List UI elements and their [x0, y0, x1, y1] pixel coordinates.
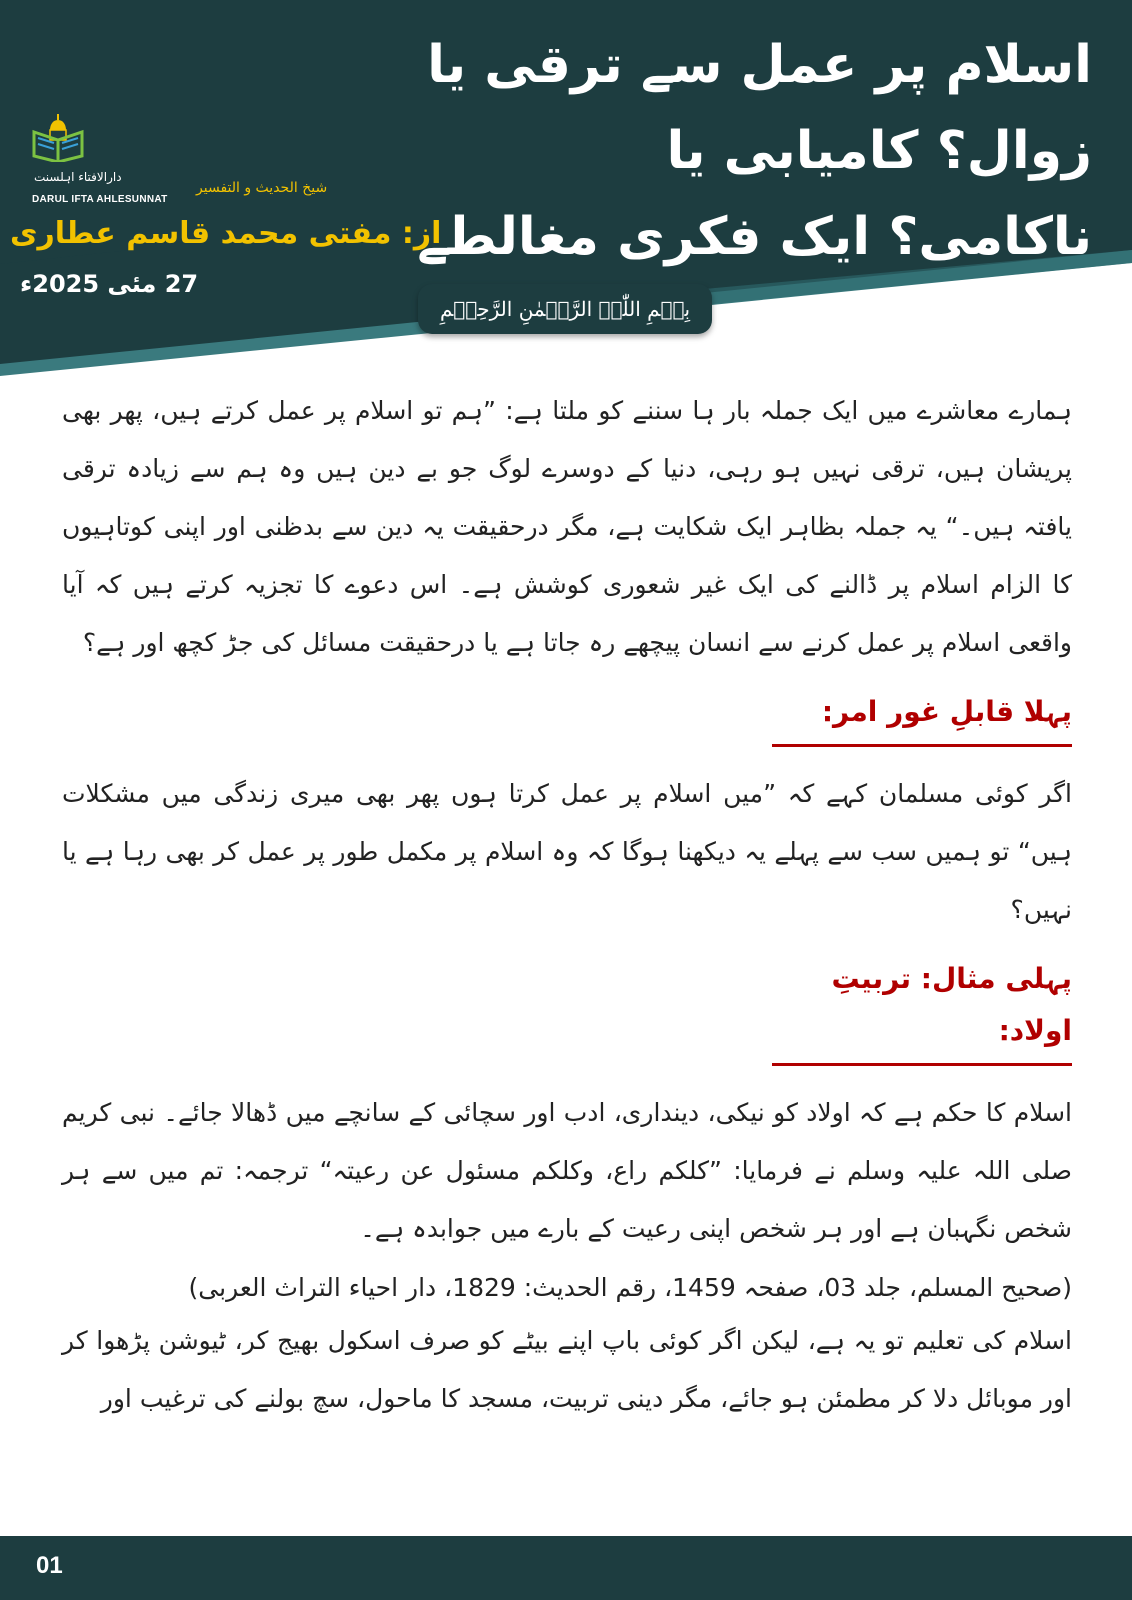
- intro-paragraph: ہمارے معاشرے میں ایک جملہ بار ہا سننے کو ملتا ہے: ”ہم تو اسلام پر عمل کرتے ہیں، پھر بھی پریشان ہیں، ترقی نہیں ہو رہی، دنیا کے دوسرے لوگ جو بے دین ہیں وہ ہم سے زیادہ ترقی یافتہ ہیں۔“ یہ جملہ بظاہر ایک شکایت ہے، مگر درحقیقت یہ دین سے بدظنی اور اپنی کوتاہیوں کا الزام اسلام پر ڈالنے کی ایک غیر شعوری کوشش ہے۔ اس دعوے کا تجزیہ کرتے ہیں کہ آیا واقعی اسلام پر عمل کرنے سے انسان پیچھے رہ جاتا ہے یا درحقیقت مسائل کی جڑ کچھ اور ہے؟: [62, 396, 1072, 657]
- heading-container: [62, 672, 1072, 765]
- article-body: [62, 382, 1072, 1428]
- example-paragraph: اسلام کا حکم ہے کہ اولاد کو نیکی، دینداری، ادب اور سچائی کے سانچے میں ڈھالا جائے۔ نبی کریم صلی اللہ علیہ وسلم نے فرمایا: ”کلکم راع، وکلکم مسئول عن رعیتہ“ ترجمہ: تم میں سے ہر شخص نگہبان ہے اور ہر شخص اپنی رعیت کے بارے میں جوابدہ ہے۔: [62, 1098, 1072, 1243]
- section-heading-first-example: پہلی مثال: تربیتِ اولاد:: [772, 953, 1072, 1066]
- title-line: ناکامی؟ ایک فکری مغالطے: [417, 207, 1092, 267]
- page-number: 01: [36, 1552, 63, 1579]
- section-heading-first-point: پہلا قابلِ غور امر:: [772, 686, 1072, 747]
- footer-bar: [0, 1536, 1132, 1600]
- darul-ifta-logo: [28, 112, 128, 166]
- heading-container: [62, 939, 1072, 1084]
- header-banner: [0, 0, 1132, 380]
- continuation-paragraph: اسلام کی تعلیم تو یہ ہے، لیکن اگر کوئی باپ اپنے بیٹے کو صرف اسکول بھیج کر، ٹیوشن پڑھوا کر اور موبائل دلا کر مطمئن ہو جائے، مگر دینی تربیت، مسجد کا ماحول، سچ بولنے کی ترغیب اور: [62, 1326, 1072, 1413]
- book-mosque-icon: [28, 112, 88, 162]
- author-name: از: مفتی محمد قاسم عطاری: [10, 216, 442, 251]
- logo-english-text: DARUL IFTA AHLESUNNAT: [32, 194, 168, 205]
- hadith-reference: (صحیح المسلم، جلد 03، صفحہ 1459، رقم الحدیث: 1829، دار احیاء التراث العربی): [188, 1273, 1072, 1302]
- bismillah-badge: بِسۡمِ اللّٰہِ الرَّحۡمٰنِ الرَّحِیۡمِ: [418, 284, 712, 334]
- title-line: کا جائزہ: [884, 293, 1092, 353]
- logo-arabic-text: دارالافتاء اہلسنت: [34, 170, 122, 184]
- publish-date: 27 مئی 2025ء: [20, 270, 199, 298]
- title-line: اسلام پر عمل سے ترقی یا زوال؟ کامیابی یا: [427, 35, 1092, 181]
- first-point-paragraph: اگر کوئی مسلمان کہے کہ ”میں اسلام پر عمل کرتا ہوں پھر بھی میری زندگی میں مشکلات ہیں“ تو ہمیں سب سے پہلے یہ دیکھنا ہوگا کہ وہ اسلام پر مکمل طور پر عمل کر بھی رہا ہے یا نہیں؟: [62, 779, 1072, 924]
- author-subtitle: شیخ الحدیث و التفسیر: [196, 180, 328, 196]
